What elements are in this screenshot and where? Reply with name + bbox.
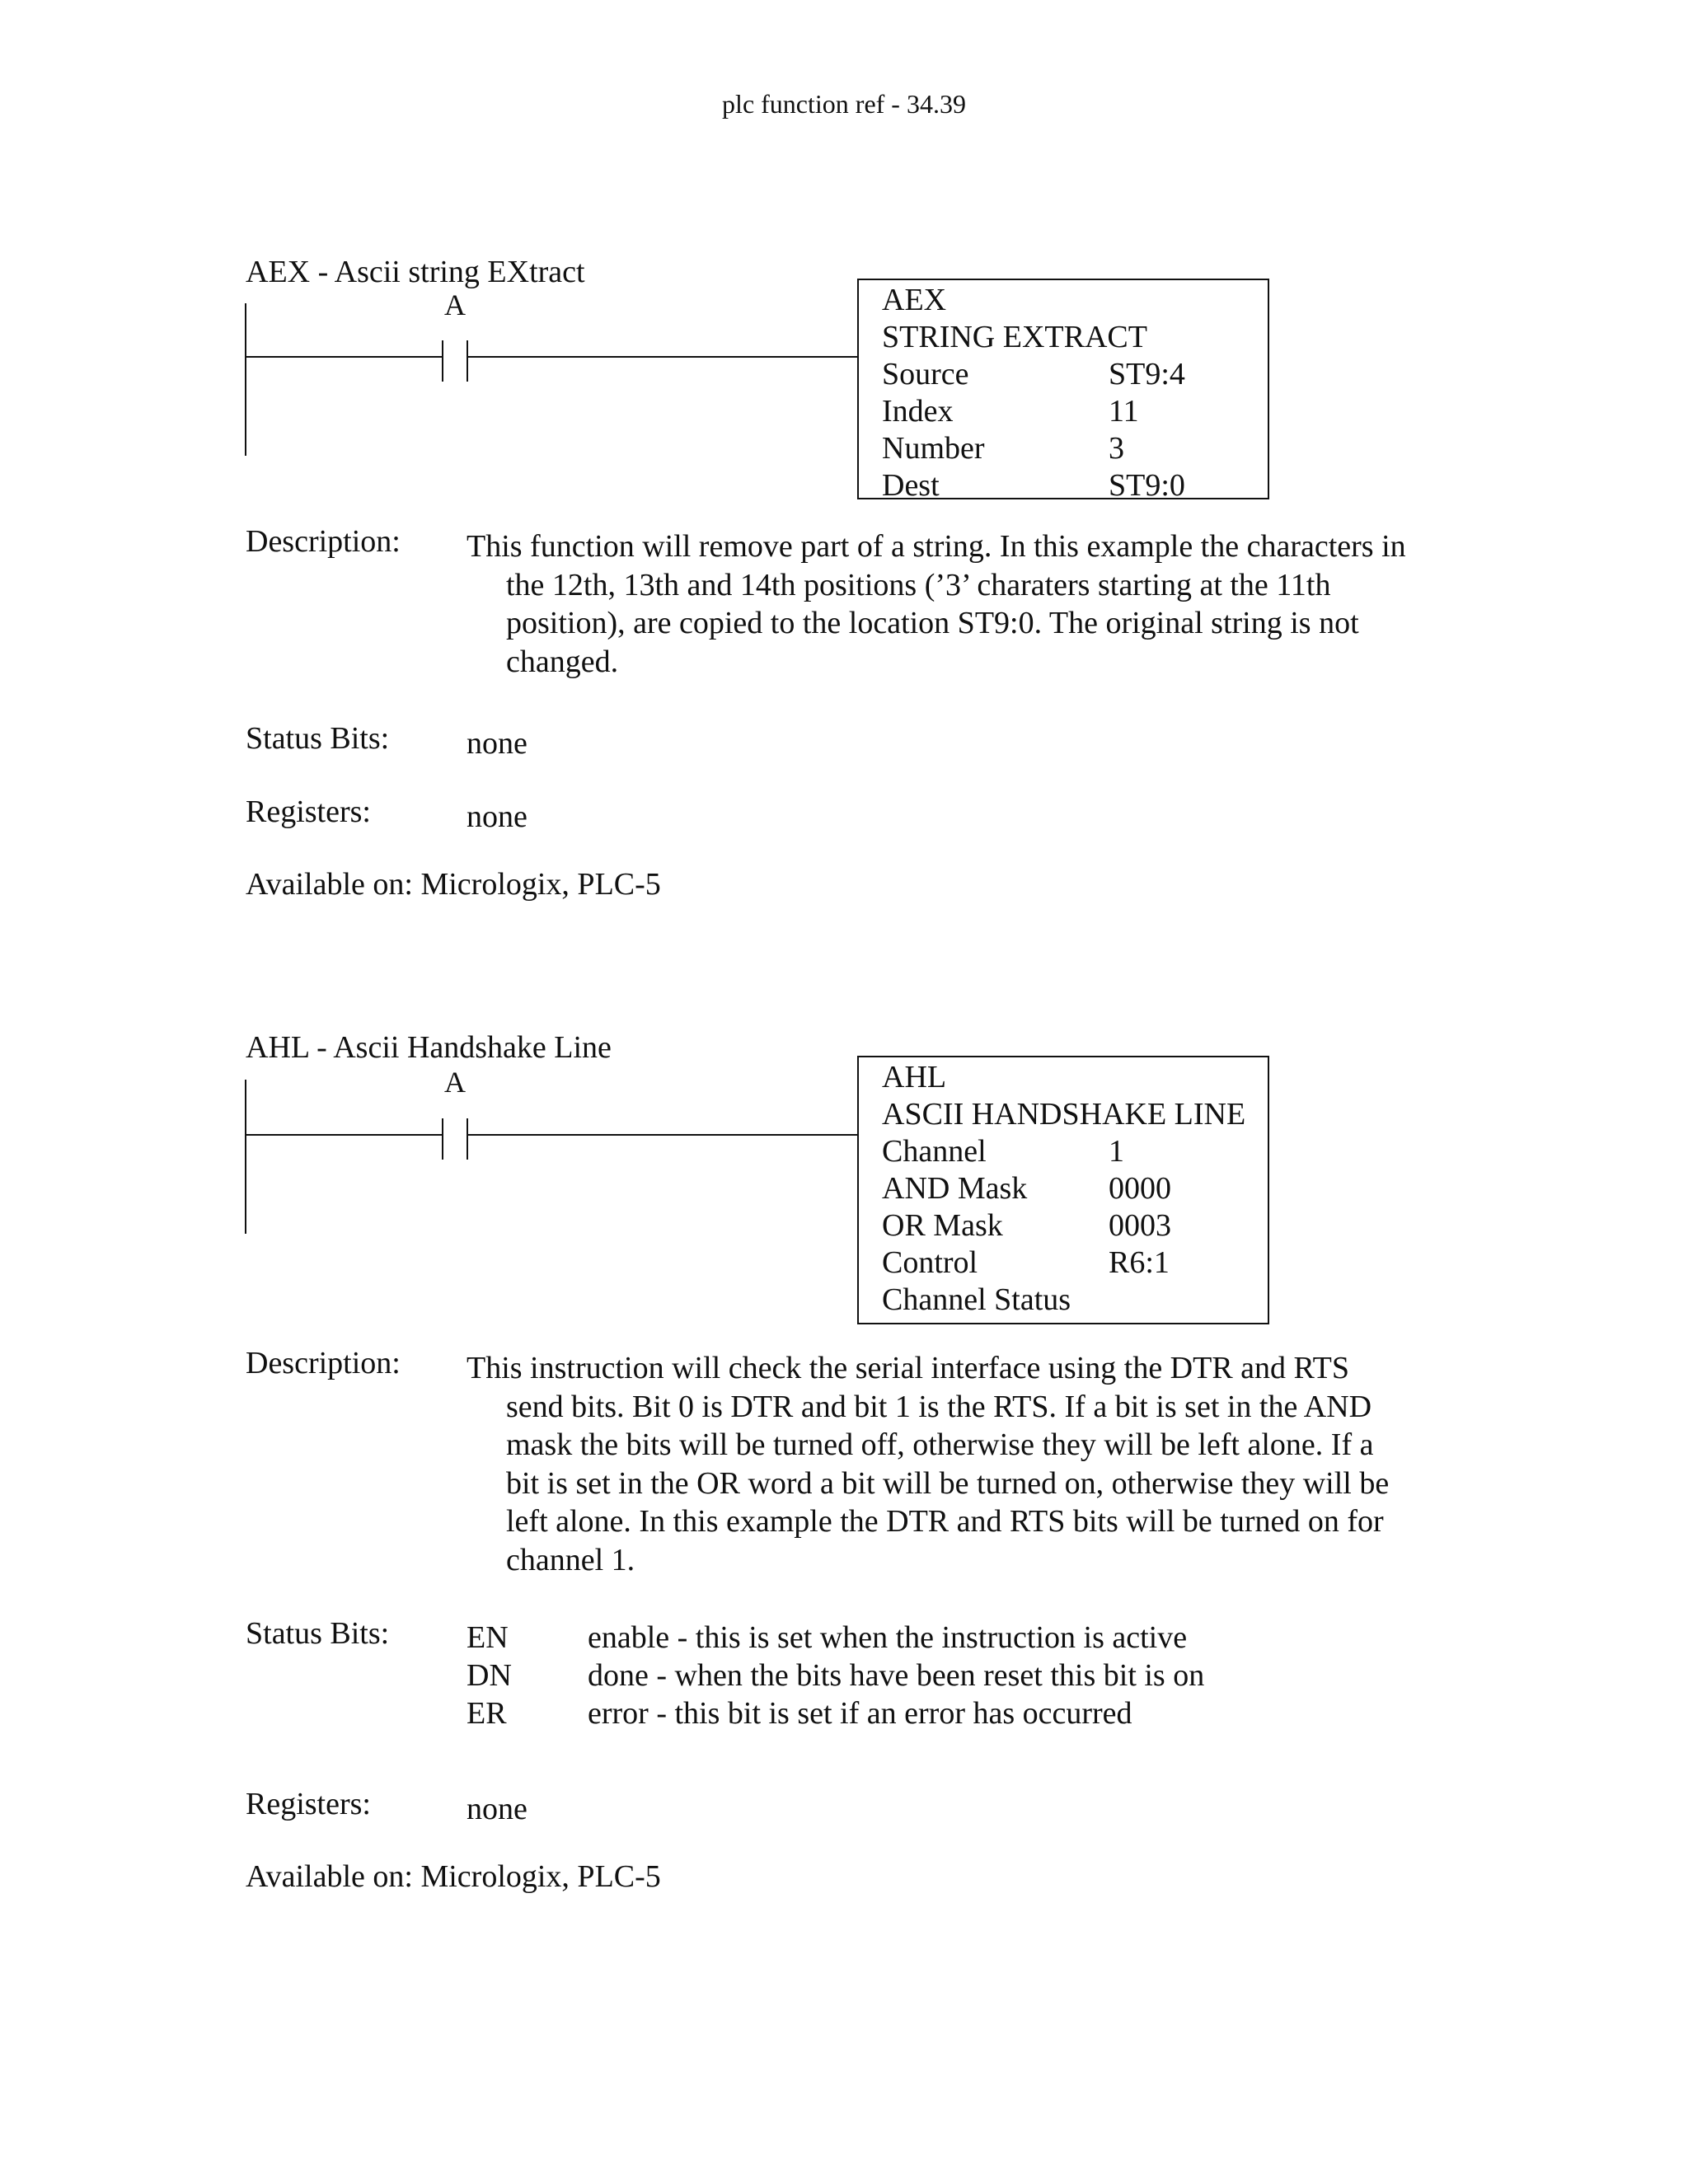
status-bit-er: ER error - this bit is set if an error has occurred	[467, 1696, 1132, 1731]
page-header: plc function ref - 34.39	[722, 89, 966, 119]
description-text: This instruction will check the serial interface using the DTR and RTS send bits. Bit 0 is DTR and bit 1 is the RTS. If a bit is set in the AND mask the bits will be turned off, otherwise they will be left alone. If a bit is set in the OR word a bit will be turned on, otherwise they will be left alone. In this example the DTR and RTS bits will be turned on for channel 1.	[467, 1351, 1390, 1577]
description-label: Description:	[246, 524, 401, 559]
contact-label: A	[444, 1066, 466, 1099]
description-label: Description:	[246, 1346, 401, 1380]
function-block-aex	[857, 279, 1269, 503]
status-bit-en: EN enable - this is set when the instruction is active	[467, 1620, 1188, 1655]
block-row-and-mask: AND Mask 0000	[882, 1171, 1171, 1206]
status-bits-label: Status Bits:	[246, 721, 390, 756]
ladder-rung	[0, 0, 865, 1286]
registers-label: Registers:	[246, 794, 371, 829]
registers-label: Registers:	[246, 1787, 371, 1821]
section-title: AEX - Ascii string EXtract	[246, 255, 585, 289]
status-bit-dn: DN done - when the bits have been reset this bit is on	[467, 1658, 1205, 1693]
block-row-control: Control R6:1	[882, 1245, 1170, 1280]
block-row-number: Number 3	[882, 431, 1124, 466]
available-on: Available on: Micrologix, PLC-5	[246, 1859, 661, 1894]
status-bits-value: none	[467, 726, 528, 761]
contact-label: A	[444, 288, 466, 321]
block-row-source: Source ST9:4	[882, 357, 1185, 391]
registers-value: none	[467, 799, 528, 834]
status-bits-label: Status Bits:	[246, 1616, 390, 1651]
block-row-or-mask: OR Mask 0003	[882, 1208, 1171, 1243]
block-subtitle: STRING EXTRACT	[882, 320, 1147, 354]
block-row-channel: Channel 1	[882, 1134, 1124, 1169]
block-name: AHL	[882, 1060, 947, 1094]
description-text: This function will remove part of a string. In this example the characters in the 12th, 13th and 14th positions (’3’ charaters starting at the 11th position), are copied to the location ST9:0. The original string is not changed.	[467, 529, 1406, 679]
section-title: AHL - Ascii Handshake Line	[246, 1030, 612, 1065]
registers-value: none	[467, 1792, 528, 1826]
block-footer: Channel Status	[882, 1282, 1071, 1317]
block-row-dest: Dest ST9:0	[882, 468, 1185, 503]
available-on: Available on: Micrologix, PLC-5	[246, 867, 661, 902]
block-row-index: Index 11	[882, 394, 1139, 429]
block-subtitle: ASCII HANDSHAKE LINE	[882, 1097, 1246, 1132]
status-bits-list	[467, 1619, 1204, 1732]
function-block-ahl	[857, 1056, 1269, 1324]
block-name: AEX	[882, 283, 947, 317]
